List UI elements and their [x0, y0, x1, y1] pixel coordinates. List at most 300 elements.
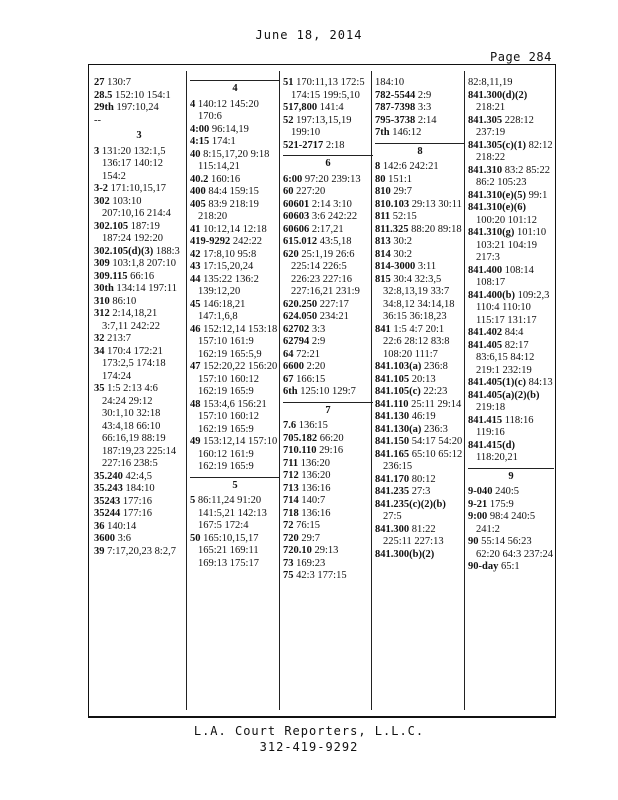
- index-term: 39: [94, 545, 105, 557]
- index-term: 841.110: [375, 398, 409, 410]
- index-entry: [468, 115, 554, 140]
- index-column-2: [190, 77, 280, 570]
- index-term: 6600: [283, 361, 304, 372]
- index-term: 815: [375, 273, 391, 285]
- index-entry: [283, 483, 373, 496]
- index-entry: [283, 445, 373, 458]
- index-entry: [375, 449, 465, 474]
- index-entry: [375, 236, 465, 249]
- index-term: 400: [190, 186, 206, 197]
- index-entry: [468, 486, 554, 499]
- index-entry: [468, 511, 554, 536]
- index-refs: 187:19 187:24 192:20: [102, 220, 163, 244]
- index-entry: [468, 265, 554, 290]
- index-refs: 65:10 65:12 236:15: [383, 448, 463, 472]
- index-refs: 101:10 103:21 104:19 217:3: [476, 227, 547, 263]
- index-term: 841.405(1)(c): [468, 377, 527, 388]
- index-entry: [375, 474, 465, 487]
- index-refs: 3:3: [417, 102, 432, 113]
- index-refs: 54:17 54:20: [411, 436, 463, 447]
- index-entry: [283, 386, 373, 399]
- index-refs: 177:16: [122, 508, 153, 519]
- index-entry: [283, 470, 373, 483]
- index-term: 841.405: [468, 339, 503, 351]
- index-refs: 20:13: [411, 373, 436, 385]
- index-entry: [375, 115, 465, 128]
- index-entry: [190, 236, 280, 249]
- index-term: 64: [283, 348, 294, 360]
- index-term: 309.115: [94, 270, 128, 282]
- index-refs: 108:14 108:17: [476, 264, 534, 288]
- index-entry: [283, 374, 373, 387]
- index-term: 48: [190, 398, 201, 410]
- index-entry: [190, 274, 280, 299]
- index-term: 44: [190, 273, 201, 285]
- index-refs: 218:21: [476, 102, 506, 113]
- index-term: 3: [94, 145, 100, 157]
- page-number: Page 284: [490, 50, 552, 64]
- index-refs: 109:2,3 110:4 110:10 115:17 131:17: [476, 289, 550, 326]
- index-refs: 242:22: [232, 236, 263, 247]
- index-term: 841.405(a)(2)(b): [468, 389, 540, 401]
- index-term: 841.165: [375, 448, 410, 460]
- index-column-5: [468, 77, 554, 574]
- index-term: 782-5544: [375, 89, 416, 101]
- index-entry: [190, 299, 280, 324]
- index-entry: [468, 377, 554, 390]
- index-entry: [190, 533, 280, 571]
- index-entry: [283, 433, 373, 446]
- index-term: 34: [94, 345, 105, 357]
- section-letter: 8: [375, 143, 465, 159]
- index-refs: 170:11,13 172:5 174:15 199:5,10: [291, 77, 365, 101]
- index-refs: 171:10,15,17: [110, 183, 167, 194]
- index-entry: [283, 458, 373, 471]
- column-divider: [464, 71, 465, 710]
- index-entry: [375, 486, 465, 499]
- index-refs: 30:2: [393, 248, 413, 260]
- index-term: 52: [283, 114, 294, 126]
- index-term: 841.305: [468, 114, 503, 126]
- index-refs: 236:8: [424, 361, 448, 372]
- index-entry: [375, 161, 465, 174]
- index-term: 60603: [283, 211, 310, 222]
- index-refs: 160:16: [211, 173, 241, 185]
- index-refs: 29:7: [301, 532, 321, 544]
- index-refs: 52:15: [392, 211, 417, 222]
- index-term: 5: [190, 495, 196, 506]
- index-refs: 125:10 129:7: [300, 386, 356, 397]
- index-entry: [94, 521, 184, 534]
- index-term: 43: [190, 261, 201, 272]
- index-term: 810: [375, 186, 391, 197]
- index-entry: [468, 90, 554, 115]
- index-entry: [468, 561, 554, 574]
- index-term: 35244: [94, 508, 121, 519]
- index-entry: [283, 324, 373, 337]
- index-entry: [94, 258, 184, 271]
- index-entry: [375, 424, 465, 437]
- index-term: 41: [190, 223, 201, 235]
- index-term: 9:00: [468, 511, 488, 522]
- index-refs: 83:2 85:22 86:2 105:23: [476, 164, 550, 188]
- index-refs: 82:17 83:6,15 84:12 219:1 232:19: [476, 339, 535, 376]
- index-entry: [94, 533, 184, 546]
- index-entry: [190, 136, 280, 149]
- index-term: 841.300: [375, 523, 410, 535]
- index-term: 6th: [283, 386, 298, 397]
- index-refs: 3:6: [117, 533, 132, 544]
- index-refs: 136:15: [298, 420, 328, 431]
- index-term: 60606: [283, 223, 310, 235]
- index-entry: [94, 196, 184, 221]
- index-term: 35: [94, 383, 105, 394]
- index-entry: [94, 471, 184, 484]
- index-term: 35.243: [94, 483, 123, 494]
- index-refs: 131:20 132:1,5 136:17 140:12 154:2: [101, 145, 166, 182]
- index-refs: 25:1,19 26:6 225:14 226:5 226:23 227:16 227:16,21 231:9: [291, 248, 360, 297]
- index-entry: [468, 202, 554, 227]
- index-term: 3600: [94, 533, 115, 544]
- index-refs: 82:12 218:22: [476, 139, 553, 163]
- index-term: 90: [468, 536, 479, 547]
- index-entry: [283, 115, 373, 140]
- court-reporter-name: L.A. Court Reporters, L.L.C.: [193, 724, 425, 738]
- index-entry: [283, 495, 373, 508]
- index-term: 615.012: [283, 236, 318, 247]
- index-entry: [283, 249, 373, 299]
- index-refs: 165:10,15,17 165:21 169:11 169:13 175:17: [198, 532, 259, 569]
- index-entry: [283, 520, 373, 533]
- index-refs: 188:3: [155, 245, 180, 257]
- index-term: 795-3738: [375, 114, 416, 126]
- index-term: 4:15: [190, 136, 210, 147]
- index-term: 720: [283, 532, 299, 544]
- index-refs: 65:1: [500, 561, 520, 572]
- index-refs: 2:14 3:10: [311, 198, 352, 210]
- index-term: 620: [283, 248, 299, 260]
- index-entry: [283, 186, 373, 199]
- index-entry: [94, 496, 184, 509]
- index-refs: 25:11 29:14: [411, 398, 462, 410]
- index-term: 841.310(e)(5): [468, 189, 527, 201]
- index-column-1: [94, 77, 184, 558]
- index-term: 841.130(a): [375, 423, 422, 435]
- index-refs: 130:7: [107, 77, 132, 88]
- page-date: June 18, 2014: [255, 28, 363, 42]
- index-entry: [283, 508, 373, 521]
- section-letter: 9: [468, 468, 554, 484]
- index-term: 90-day: [468, 561, 499, 572]
- index-term: 405: [190, 198, 206, 210]
- index-entry: [375, 436, 465, 449]
- index-term: 620.250: [283, 298, 318, 310]
- index-refs: 76:15: [296, 520, 321, 531]
- section-letter: 6: [283, 155, 373, 171]
- index-entry: [283, 77, 373, 102]
- index-frame: [88, 64, 556, 718]
- index-refs: 1:5 2:13 4:6 24:24 29:12 30:1,10 32:18 43:4,18 66:10 66:16,19 88:19 187:19,23 225:14 227:16 238:5: [102, 383, 177, 469]
- index-term: 841.300(d)(2): [468, 89, 528, 101]
- index-entry: [94, 77, 184, 90]
- index-entry: [468, 290, 554, 328]
- index-entry: [94, 508, 184, 521]
- index-entry: [94, 483, 184, 496]
- index-refs: 219:18: [476, 402, 506, 413]
- index-entry: [375, 102, 465, 115]
- index-column-3: [283, 77, 373, 583]
- index-refs: 136:20: [301, 470, 331, 481]
- index-refs: 7:17,20,23 8:2,7: [107, 545, 176, 557]
- index-refs: 240:5: [495, 486, 520, 497]
- index-refs: 55:14 56:23 62:20 64:3 237:24: [476, 536, 554, 560]
- index-term: 841.415: [468, 414, 503, 426]
- index-term: 841.310: [468, 164, 503, 176]
- index-refs: 146:12: [392, 127, 422, 138]
- index-continuation: 82:8,11,19: [468, 77, 513, 88]
- index-refs: 80:12: [411, 473, 436, 485]
- index-entry: [94, 102, 184, 115]
- index-refs: 29:7: [393, 186, 413, 197]
- index-entry: [468, 440, 554, 465]
- index-refs: 152:20,22 156:20 157:10 160:12 162:19 165:9: [198, 361, 278, 397]
- index-entry: [468, 499, 554, 512]
- section-letter: 3: [136, 130, 142, 141]
- index-refs: 169:23: [296, 557, 326, 569]
- index-refs: 2:9: [417, 89, 432, 101]
- index-entry: [375, 249, 465, 262]
- index-term: 8: [375, 161, 381, 172]
- index-refs: 22:23: [423, 386, 448, 397]
- index-entry: [468, 165, 554, 190]
- index-term: 841: [375, 323, 391, 335]
- index-entry: [94, 90, 184, 103]
- index-entry: [375, 361, 465, 374]
- index-term: 32: [94, 333, 105, 344]
- index-refs: 99:1: [528, 189, 548, 201]
- index-refs: 29:13: [314, 545, 339, 556]
- index-entry: [283, 211, 373, 224]
- index-term: 75: [283, 570, 294, 581]
- column-divider: [279, 71, 280, 710]
- index-refs: 86:10: [112, 295, 137, 307]
- index-term: 51: [283, 77, 294, 88]
- index-entry: [190, 249, 280, 262]
- index-refs: 136:16: [301, 507, 331, 519]
- index-entry: [468, 190, 554, 203]
- index-term: 47: [190, 361, 201, 372]
- index-refs: 234:21: [319, 311, 349, 322]
- index-entry: [190, 199, 280, 224]
- index-entry: [283, 558, 373, 571]
- index-refs: 136:20: [300, 457, 330, 469]
- index-refs: 152:12,14 153:18 157:10 161:9 162:19 165:5,9: [198, 323, 278, 360]
- index-term: 712: [283, 470, 299, 481]
- index-refs: 142:6 242:21: [382, 161, 439, 172]
- index-refs: 2:20: [306, 361, 326, 372]
- index-term: 814-3000: [375, 261, 416, 272]
- index-term: 35.240: [94, 470, 123, 482]
- index-entry: [375, 224, 465, 237]
- index-term: 517,800: [283, 102, 318, 113]
- index-entry: [283, 533, 373, 546]
- index-entry: [375, 524, 465, 549]
- index-entry: [94, 296, 184, 309]
- index-entry: [468, 536, 554, 561]
- index-entry: [283, 199, 373, 212]
- index-entry: [283, 299, 373, 312]
- index-refs: 10:12,14 12:18: [203, 223, 267, 235]
- index-refs: 8:15,17,20 9:18 115:14,21: [198, 148, 270, 172]
- index-refs: 98:4 240:5 241:2: [476, 511, 536, 535]
- index-term: 811: [375, 211, 391, 222]
- index-term: 711: [283, 457, 299, 469]
- index-term: 841.105(c): [375, 386, 421, 397]
- index-refs: 213:7: [107, 333, 132, 344]
- index-term: 787-7398: [375, 102, 416, 113]
- index-refs: 100:20 101:12: [476, 214, 537, 226]
- index-refs: 140:12 145:20 170:6: [197, 98, 259, 122]
- index-term: 45: [190, 298, 201, 310]
- court-reporter-phone: 312-419-9292: [259, 740, 359, 754]
- index-refs: 66:16: [130, 270, 155, 282]
- index-refs: 2:14: [417, 114, 437, 126]
- index-refs: 42:3 177:15: [296, 570, 347, 581]
- index-term: 813: [375, 236, 391, 247]
- section-letter: 7: [283, 402, 373, 418]
- index-term: 67: [283, 373, 294, 385]
- index-term: 841.415(d): [468, 439, 515, 451]
- index-term: 6:00: [283, 173, 303, 185]
- index-refs: 30:2: [393, 236, 413, 247]
- index-entry: [283, 236, 373, 249]
- index-refs: 17:8,10 95:8: [203, 248, 257, 260]
- index-term: 841.310(e)(6): [468, 202, 527, 213]
- index-refs: 236:3: [424, 423, 448, 435]
- index-refs: 184:10: [125, 483, 155, 494]
- index-term: 72: [283, 520, 294, 531]
- index-entry: [283, 224, 373, 237]
- index-term: 60601: [283, 198, 310, 210]
- index-refs: 3:3: [311, 323, 326, 335]
- index-refs: 140:7: [301, 495, 326, 506]
- index-entry: [375, 324, 465, 362]
- index-refs: 86:11,24 91:20 141:5,21 142:13 167:5 172:4: [197, 495, 267, 531]
- index-term: 9-040: [468, 486, 493, 497]
- index-entry: [468, 327, 554, 340]
- index-entry: [283, 311, 373, 324]
- index-entry: [375, 199, 465, 212]
- index-term: 4: [190, 98, 196, 110]
- index-entry: [190, 361, 280, 399]
- index-term: 713: [283, 482, 299, 494]
- index-term: 841.310(g): [468, 227, 515, 238]
- index-refs: 81:22 225:11 227:13: [383, 523, 444, 547]
- index-term: 50: [190, 532, 201, 544]
- index-refs: 27:3: [411, 486, 431, 497]
- index-refs: 227:20: [296, 186, 326, 197]
- index-refs: 3:11: [417, 261, 437, 272]
- index-refs: 46:19: [411, 411, 436, 422]
- index-entry: [283, 349, 373, 362]
- index-refs: 2:17,21: [311, 223, 344, 235]
- index-entry: [375, 399, 465, 412]
- index-term: 718: [283, 507, 299, 519]
- index-term: 841.305(c)(1): [468, 139, 527, 151]
- index-term: 841.300(b)(2): [375, 548, 435, 560]
- index-refs: 43:5,18: [319, 236, 352, 247]
- index-term: 521-2717: [283, 139, 324, 151]
- index-entry: [468, 415, 554, 440]
- index-refs: 29:16: [319, 445, 344, 456]
- index-refs: 177:16: [122, 495, 153, 507]
- index-entry: [190, 149, 280, 174]
- column-divider: [371, 71, 372, 710]
- index-term: 40.2: [190, 173, 209, 185]
- index-entry: [468, 340, 554, 378]
- index-refs: 174:1: [211, 136, 236, 147]
- index-entry: [190, 436, 280, 474]
- index-refs: 197:13,15,19 199:10: [291, 114, 352, 138]
- index-term: 309: [94, 258, 110, 269]
- index-term: 810.103: [375, 198, 410, 210]
- index-term: 624.050: [283, 311, 318, 322]
- index-term: 841.170: [375, 473, 410, 485]
- index-entry: [190, 174, 280, 187]
- index-term: 841.400: [468, 264, 503, 276]
- index-term: 62794: [283, 336, 310, 347]
- index-entry: [468, 227, 554, 265]
- index-continuation: --: [94, 114, 101, 126]
- index-term: 841.402: [468, 327, 503, 338]
- index-refs: 42:4,5: [125, 470, 153, 482]
- index-refs: 30:4 32:3,5 32:8,13,19 33:7 34:8,12 34:14,18 36:15 36:18,23: [383, 273, 455, 322]
- index-refs: 29:13 30:11: [411, 198, 462, 210]
- index-refs: 135:22 136:2 139:12,20: [198, 273, 259, 297]
- index-refs: 2:14,18,21 3:7,11 242:22: [102, 308, 160, 332]
- index-entry: [468, 140, 554, 165]
- index-refs: 97:20 239:13: [304, 173, 361, 185]
- index-term: 7.6: [283, 420, 297, 431]
- column-divider: [186, 71, 187, 710]
- index-term: 302.105: [94, 220, 129, 232]
- section-letter: 4: [190, 80, 280, 96]
- index-refs: 2:9: [311, 336, 326, 347]
- index-entry: [375, 386, 465, 399]
- index-entry: [94, 283, 184, 296]
- index-entry: [375, 174, 465, 187]
- index-entry: [283, 174, 373, 187]
- index-entry: [94, 383, 184, 471]
- index-entry: [94, 333, 184, 346]
- index-term: 419-9292: [190, 236, 231, 247]
- index-term: 714: [283, 495, 299, 506]
- index-refs: 228:12 237:19: [476, 114, 534, 138]
- index-refs: 136:16: [301, 482, 331, 494]
- index-refs: 84:4 159:15: [208, 186, 259, 197]
- index-entry: [375, 261, 465, 274]
- index-term: 841.150: [375, 436, 410, 447]
- index-refs: 153:4,6 156:21 157:10 160:12 162:19 165:9: [198, 398, 267, 435]
- index-refs: 96:14,19: [211, 123, 249, 135]
- index-term: 841.105: [375, 373, 410, 385]
- index-term: 28.5: [94, 89, 113, 101]
- index-entry: [375, 211, 465, 224]
- index-term: 27: [94, 77, 105, 88]
- index-refs: 152:10 154:1: [115, 89, 171, 101]
- index-term: 302: [94, 195, 110, 207]
- index-continuation: 184:10: [375, 77, 405, 88]
